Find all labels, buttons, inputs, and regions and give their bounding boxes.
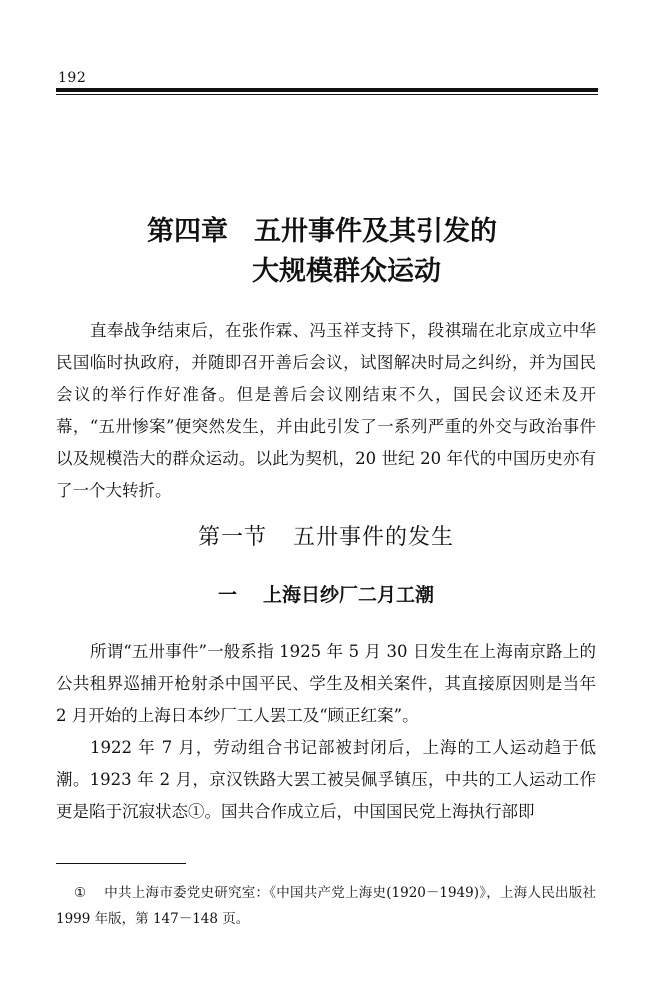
header-rule	[56, 88, 598, 92]
body-paragraph: 所谓“五卅事件”一般系指 1925 年 5 月 30 日发生在上海南京路上的公共租界巡捕开枪射杀中国平民、学生及相关案件，其直接原因则是当年 2 月开始的上海日本纱厂工人罢工及“顾正红案”。	[56, 642, 596, 725]
chapter-title-line1: 五卅事件及其引发的	[254, 216, 497, 247]
section-title-text: 五卅事件的发生	[293, 525, 455, 550]
chapter-title	[0, 212, 652, 292]
subsection-title	[0, 580, 652, 607]
footnote-marker: ①	[74, 885, 87, 901]
section-title	[0, 520, 652, 551]
intro-paragraph: 直奉战争结束后，在张作霖、冯玉祥支持下，段祺瑞在北京成立中华民国临时执政府，并随即召开善后会议，试图解决时局之纠纷，并为国民会议的举行作好准备。但是善后会议刚结束不久，国民会议还未及开幕，“五卅惨案”便突然发生，并由此引发了一系列严重的外交与政治事件以及规模浩大的群众运动。以此为契机，20 世纪 20 年代的中国历史亦有了一个大转折。	[56, 321, 596, 500]
subsection-label: 一	[217, 584, 237, 606]
chapter-title-line2: 大规模群众运动	[252, 256, 441, 287]
footnote-text: 中共上海市委党史研究室：《中国共产党上海史(1920－1949)》，上海人民出版社 1999 年版，第 147－148 页。	[56, 885, 596, 927]
section-label: 第一节	[197, 525, 267, 550]
footnote-rule	[56, 863, 186, 864]
page-number: 192	[58, 70, 87, 86]
chapter-label: 第四章	[147, 216, 228, 247]
footnote	[56, 880, 596, 932]
subsection-title-text: 上海日纱厂二月工潮	[263, 584, 435, 606]
body-paragraph: 1922 年 7 月，劳动组合书记部被封闭后，上海的工人运动趋于低潮。1923 年 2 月，京汉铁路大罢工被吴佩孚镇压，中共的工人运动工作更是陷于沉寂状态①。国共合作成立后，中国国民党上海执行部即	[56, 738, 596, 821]
header-rule-thin	[56, 94, 598, 95]
